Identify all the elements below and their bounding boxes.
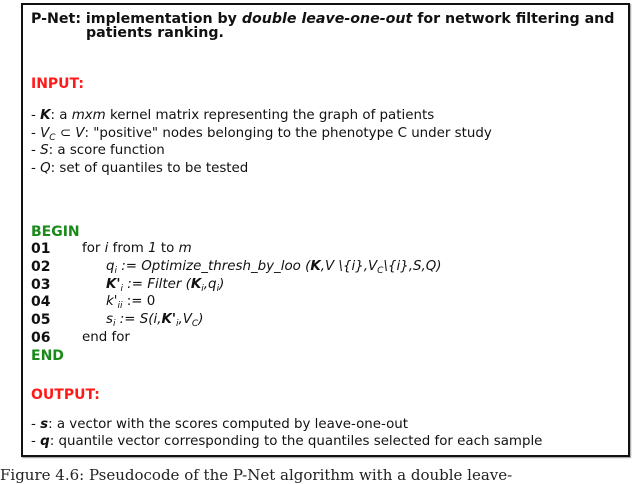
algorithm-title-line2	[86, 25, 224, 41]
text-segment: ,V	[178, 312, 192, 328]
figure-caption: Figure 4.6: Pseudocode of the P-Net algorithm with a double leave-	[0, 466, 513, 484]
text-segment: -	[31, 434, 41, 449]
input-heading: INPUT:	[31, 76, 84, 92]
text-segment: )	[198, 312, 204, 328]
text-segment: i	[104, 241, 109, 256]
text-segment: -	[31, 143, 41, 158]
text-segment: q	[40, 434, 50, 449]
text-segment: := Filter (	[123, 276, 191, 292]
text-segment: := Optimize_thresh_by_loo (	[117, 258, 311, 274]
text-segment: : a vector with the scores computed by leave-one-out	[48, 417, 408, 432]
line-number: 02	[31, 258, 51, 275]
text-segment: .	[218, 25, 224, 41]
subscript: i	[201, 283, 204, 294]
text-segment: -	[31, 108, 41, 123]
text-segment: i	[396, 258, 401, 274]
text-segment: V	[75, 126, 85, 141]
text-segment: Q	[40, 161, 51, 176]
subscript: i	[120, 283, 124, 294]
begin-keyword: BEGIN	[31, 224, 80, 240]
pseudocode-line	[82, 241, 192, 257]
end-keyword: END	[31, 348, 64, 364]
text-segment: end for	[82, 330, 130, 345]
output-item	[31, 417, 408, 433]
text-segment: : "positive" nodes belonging to the phenotype C under study	[84, 126, 492, 141]
algorithm-box	[21, 3, 630, 457]
text-segment: : quantile vector corresponding to the quantiles selected for each sample	[49, 434, 543, 449]
subscript: i	[114, 265, 118, 276]
text-segment: -	[31, 417, 41, 432]
text-segment: : a score function	[48, 143, 165, 158]
text-segment: q	[106, 258, 115, 274]
subscript: C	[191, 319, 199, 330]
text-segment: for network filtering and	[412, 11, 615, 27]
text-segment: ,V \{	[320, 258, 352, 274]
input-item	[31, 108, 434, 124]
text-segment: 1	[148, 241, 157, 256]
output-item	[31, 434, 542, 450]
text-segment: V	[40, 126, 50, 141]
text-segment: patients ranking	[86, 25, 219, 41]
text-segment: K	[40, 108, 51, 123]
text-segment: K	[190, 276, 202, 292]
text-segment: double leave-one-out	[241, 11, 413, 27]
text-segment: K	[106, 276, 117, 292]
text-segment: },V	[355, 258, 378, 274]
text-segment: ,q	[203, 276, 217, 292]
line-number: 03	[31, 276, 51, 293]
subscript: i	[112, 319, 116, 330]
line-number: 05	[31, 312, 51, 329]
text-segment: P-Net: implementation by	[31, 11, 242, 27]
line-number: 01	[31, 241, 51, 257]
subscript: ii	[117, 301, 123, 312]
text-segment: K	[310, 258, 321, 274]
text-segment: : set of quantiles to be tested	[50, 161, 249, 176]
text-segment: i	[351, 258, 356, 274]
text-segment: to	[156, 241, 179, 256]
text-segment: ⊂	[55, 126, 76, 141]
subscript: C	[377, 265, 384, 276]
text-segment: := S(i,	[115, 312, 162, 328]
text-segment: k'	[106, 294, 118, 310]
output-heading: OUTPUT:	[31, 387, 100, 403]
subscript: C	[49, 133, 56, 143]
text-segment: S	[40, 143, 49, 158]
input-item	[31, 143, 165, 159]
line-number: 04	[31, 294, 51, 311]
text-segment: s	[106, 312, 113, 328]
text-segment: kernel matrix representing the graph of patients	[105, 108, 435, 123]
text-segment: -	[31, 126, 41, 141]
text-segment: -	[31, 161, 41, 176]
text-segment: : a	[50, 108, 72, 123]
input-item	[31, 161, 248, 177]
text-segment: },S,Q)	[400, 258, 442, 274]
subscript: i	[216, 283, 220, 294]
text-segment: '	[171, 312, 176, 328]
text-segment: m	[178, 241, 192, 256]
text-segment: )	[219, 276, 225, 292]
text-segment: for	[82, 241, 105, 256]
pseudocode-line	[82, 330, 130, 346]
subscript: i	[175, 319, 179, 330]
text-segment: '	[116, 276, 121, 292]
text-segment: mxm	[71, 108, 106, 123]
text-segment: := 0	[122, 294, 156, 310]
text-segment: s	[40, 417, 49, 432]
text-segment: \{	[383, 258, 397, 274]
text-segment: from	[108, 241, 149, 256]
text-segment: K	[161, 312, 172, 328]
line-number: 06	[31, 330, 51, 346]
